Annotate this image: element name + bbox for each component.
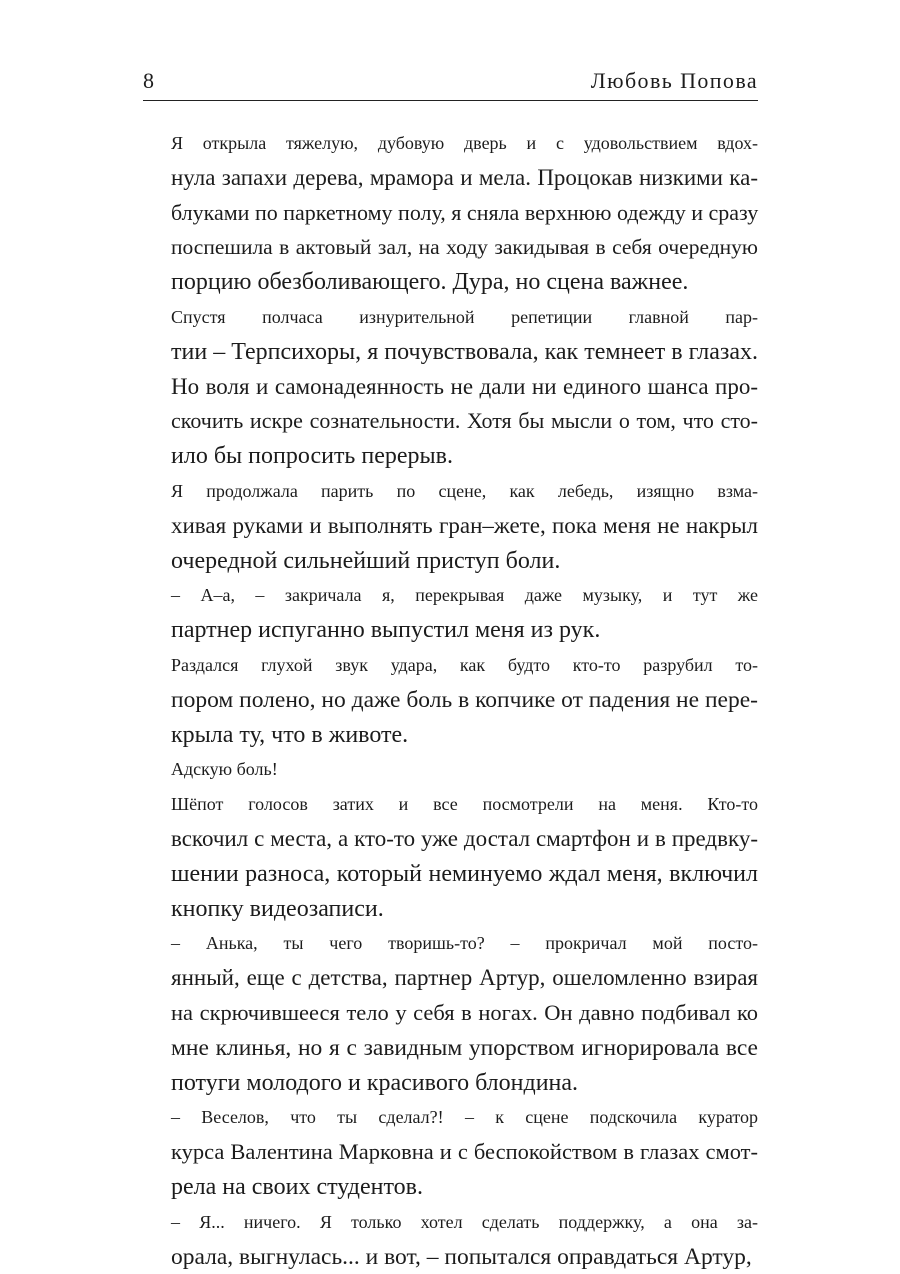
paragraph <box>143 126 758 300</box>
text-line: хивая руками и выполнять гран–жете, пока меня не накрыл <box>143 509 758 544</box>
text-line: блуками по паркетному полу, я сняла верхнюю одежду и сразу <box>143 196 758 231</box>
text-line: Но воля и самонадеянность не дали ни единого шанса про- <box>143 370 758 405</box>
text-line: кнопку видеозаписи. <box>143 892 758 927</box>
paragraph <box>143 1205 758 1274</box>
text-line: нула запахи дерева, мрамора и мела. Процокав низкими ка- <box>143 161 758 196</box>
text-line: очередной сильнейший приступ боли. <box>143 544 758 579</box>
text-line: курса Валентина Марковна и с беспокойством в глазах смот- <box>143 1135 758 1170</box>
body-text <box>143 126 758 1274</box>
text-line: потуги молодого и красивого блондина. <box>143 1066 758 1101</box>
text-line: скочить искре сознательности. Хотя бы мысли о том, что сто- <box>143 404 758 439</box>
paragraph <box>143 300 758 474</box>
text-line: крыла ту, что в животе. <box>143 718 758 753</box>
text-line: – Веселов, что ты сделал?! – к сцене подскочила куратор <box>143 1100 758 1135</box>
text-line: поспешила в актовый зал, на ходу закидывая в себя очередную <box>143 230 758 265</box>
text-line: – Анька, ты чего творишь-то? – прокричал мой посто- <box>143 926 758 961</box>
text-line: Спустя полчаса изнурительной репетиции главной пар- <box>143 300 758 335</box>
text-line: на скрючившееся тело у себя в ногах. Он давно подбивал ко <box>143 996 758 1031</box>
page-number: 8 <box>143 68 154 94</box>
text-line: Адскую боль! <box>143 752 758 787</box>
paragraph <box>143 648 758 752</box>
text-line: Я открыла тяжелую, дубовую дверь и с удовольствием вдох- <box>143 126 758 161</box>
text-line: – Я... ничего. Я только хотел сделать поддержку, а она за- <box>143 1205 758 1240</box>
text-line: мне клинья, но я с завидным упорством игнорировала все <box>143 1031 758 1066</box>
running-title: Любовь Попова <box>591 68 758 94</box>
text-line: пором полено, но даже боль в копчике от падения не пере- <box>143 683 758 718</box>
text-line: тии – Терпсихоры, я почувствовала, как темнеет в глазах. <box>143 335 758 370</box>
text-line: рела на своих студентов. <box>143 1170 758 1205</box>
paragraph <box>143 474 758 578</box>
paragraph <box>143 787 758 926</box>
text-line: янный, еще с детства, партнер Артур, ошеломленно взирая <box>143 961 758 996</box>
text-line: Раздался глухой звук удара, как будто кто-то разрубил то- <box>143 648 758 683</box>
paragraph <box>143 1100 758 1204</box>
text-line: партнер испуганно выпустил меня из рук. <box>143 613 758 648</box>
text-line: – А–а, – закричала я, перекрывая даже музыку, и тут же <box>143 578 758 613</box>
text-line: Я продолжала парить по сцене, как лебедь, изящно взма- <box>143 474 758 509</box>
paragraph <box>143 926 758 1100</box>
page-header <box>143 62 758 101</box>
text-line: Шёпот голосов затих и все посмотрели на меня. Кто-то <box>143 787 758 822</box>
text-line: орала, выгнулась... и вот, – попытался оправдаться Артур, <box>143 1240 758 1274</box>
text-line: вскочил с места, а кто-то уже достал смартфон и в предвку- <box>143 822 758 857</box>
text-line: ило бы попросить перерыв. <box>143 439 758 474</box>
text-line: порцию обезболивающего. Дура, но сцена важнее. <box>143 265 758 300</box>
paragraph <box>143 752 758 787</box>
paragraph <box>143 578 758 648</box>
text-line: шении разноса, который неминуемо ждал меня, включил <box>143 857 758 892</box>
